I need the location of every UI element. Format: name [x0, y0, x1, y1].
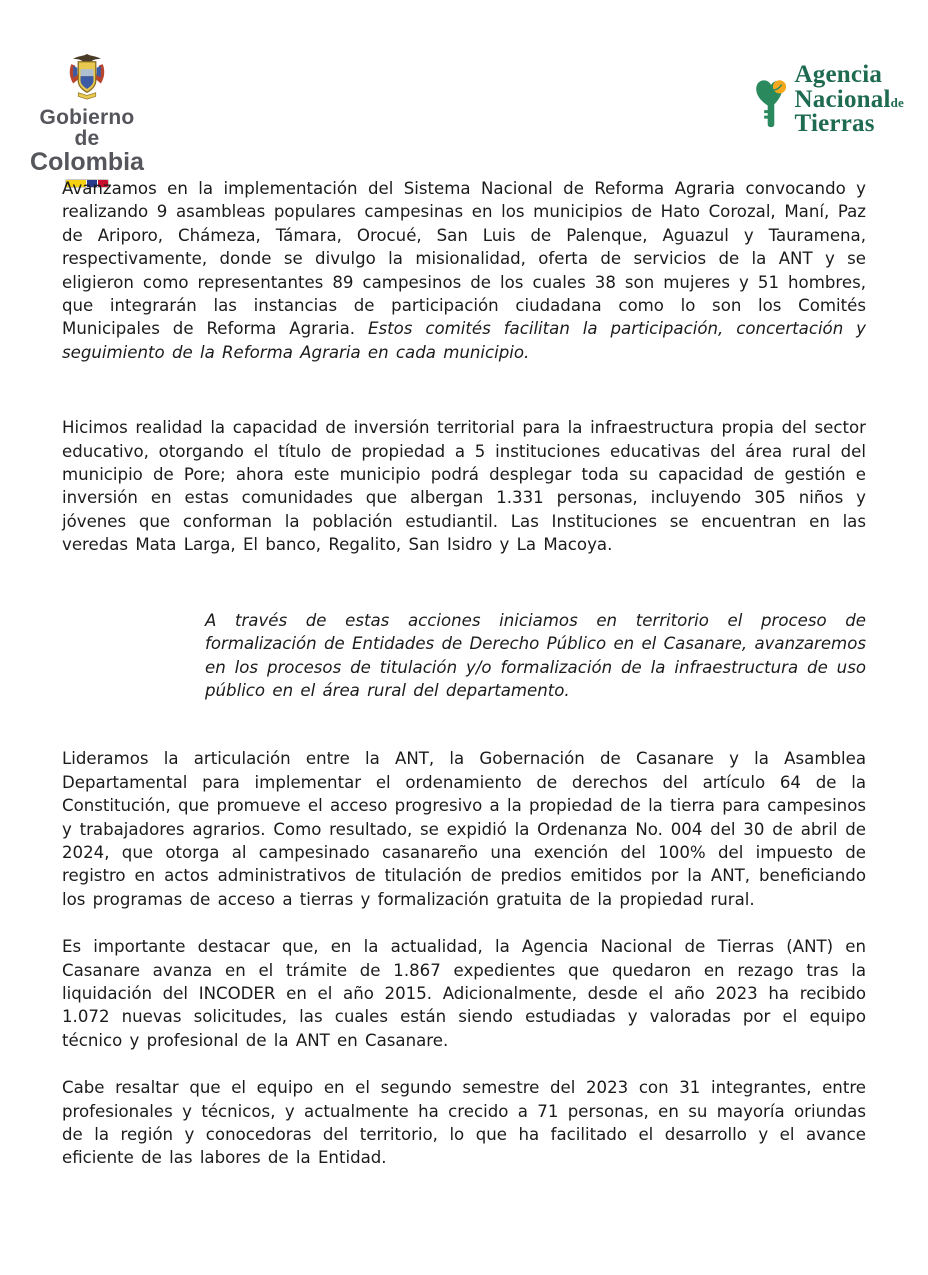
- gobierno-logo-line2: Colombia: [30, 148, 144, 176]
- ant-logo-line2: Nacionalde: [794, 85, 904, 113]
- ant-logo-text: [795, 63, 904, 137]
- paragraph-expedientes-incoder: Es importante destacar que, en la actualidad, la Agencia Nacional de Tierras (ANT) en Casanare avanza en el trámite de 1.867 expedientes que quedaron en rezago tras la liquidación del INCODER en el año 2015. Adicionalmente, desde el año 2023 ha recibido 1.072 nuevas solicitudes, las cuales están siendo estudiadas y valoradas por el equipo técnico y profesional de la ANT en Casanare.: [62, 937, 866, 1050]
- document-body: [62, 177, 866, 1170]
- ant-logo-de: de: [890, 94, 904, 110]
- page-header: [0, 0, 928, 176]
- paragraph-equipo-ant: Cabe resaltar que el equipo en el segundo semestre del 2023 con 31 integrantes, entre profesionales y técnicos, y actualmente ha crecido a 71 personas, en su mayoría oriundas de la región y conocedoras del territorio, lo que ha facilitado el desarrollo y el avance eficiente de las labores de la Entidad.: [62, 1078, 866, 1168]
- ant-logo-line3: Tierras: [794, 110, 875, 137]
- ant-logo-line1: Agencia: [794, 61, 883, 88]
- gobierno-colombia-logo: [27, 53, 147, 188]
- paragraph-reforma-agraria-text: Avanzamos en la implementación del Sistema Nacional de Reforma Agraria convocando y realizando 9 asambleas populares campesinas en los municipios de Hato Corozal, Maní, Paz de Ariporo, Chámeza, Támara, Orocué, San Luis de Palenque, Aguazul y Tauramena, respectivamente, donde se divulgo la misionalidad, oferta de servicios de la ANT y se eligieron como representantes 89 campesinos de los cuales 38 son mujeres y 51 hombres, que integrarán las instancias de participación ciudadana como lo son los Comités Municipales de Reforma Agraria.: [62, 179, 866, 339]
- gobierno-logo-line1: Gobierno de: [39, 106, 135, 150]
- ant-key-tree-icon: [754, 65, 788, 145]
- paragraph-ordenanza-004: Lideramos la articulación entre la ANT, la Gobernación de Casanare y la Asamblea Departamental para implementar el ordenamiento de derechos del artículo 64 de la Constitución, que promueve el acceso progresivo a la propiedad de la tierra para campesinos y trabajadores agrarios. Como resultado, se expidió la Ordenanza No. 004 del 30 de abril de 2024, que otorga al campesinado casanareño una exención del 100% del impuesto de registro en actos administrativos de titulación de predios emitidos por la ANT, beneficiando los programas de acceso a tierras y formalización gratuita de la propiedad rural.: [62, 749, 866, 909]
- paragraph-reforma-agraria-italic: Estos comités facilitan la participación, concertación y seguimiento de la Reforma Agraria en cada municipio.: [62, 319, 866, 362]
- paragraph-reforma-agraria: [62, 177, 866, 364]
- agencia-nacional-tierras-logo: [754, 63, 904, 145]
- paragraph-titulacion-pore: Hicimos realidad la capacidad de inversión territorial para la infraestructura propia del sector educativo, otorgando el título de propiedad a 5 instituciones educativas del área rural del municipio de Pore; ahora este municipio podrá desplegar toda su capacidad de gestión e inversión en estas comunidades que albergan 1.331 personas, incluyendo 305 niños y jóvenes que conforman la población estudiantil. Las Instituciones se encuentran en las veredas Mata Larga, El banco, Regalito, San Isidro y La Macoya.: [62, 418, 866, 555]
- blockquote-formalizacion-casanare: A través de estas acciones iniciamos en territorio el proceso de formalización de Entidades de Derecho Público en el Casanare, avanzaremos en los procesos de titulación y/o formalización de la infraestructura de uso público en el área rural del departamento.: [205, 610, 866, 700]
- gobierno-logo-text: [27, 107, 147, 175]
- colombia-coat-of-arms-icon: [64, 53, 110, 105]
